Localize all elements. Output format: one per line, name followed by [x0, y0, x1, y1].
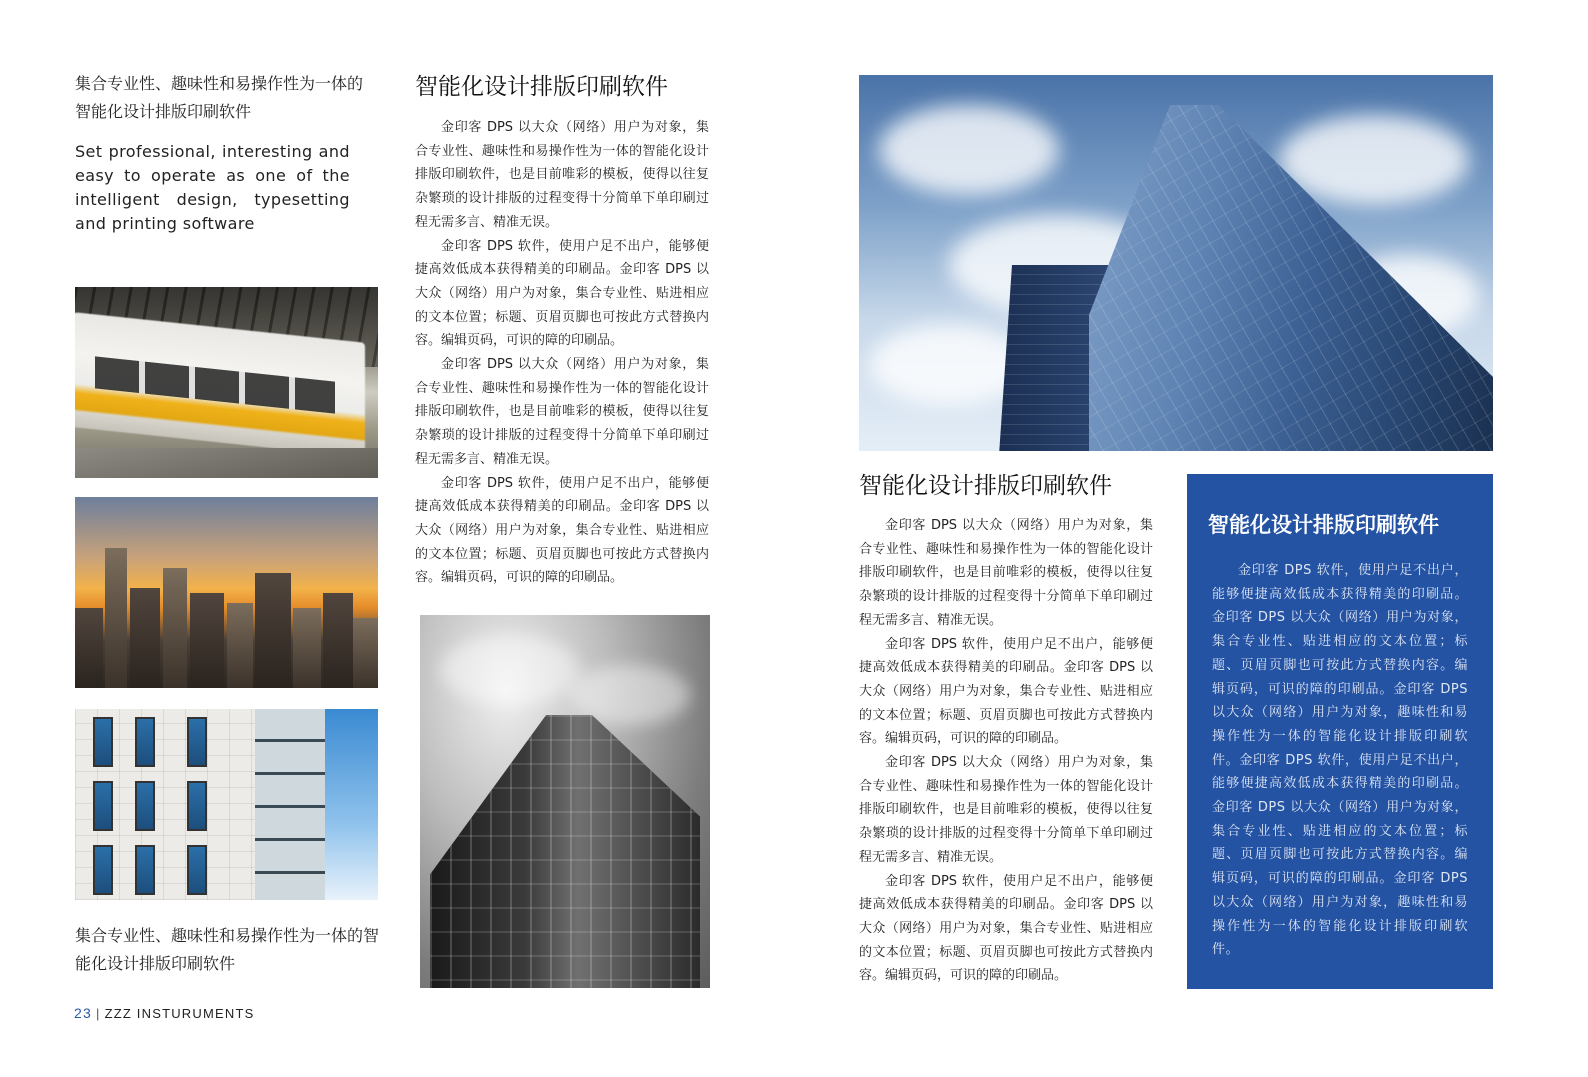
window-slot-shape [93, 717, 113, 767]
paragraph: 金印客 DPS 软件，使用户足不出户，能够便捷高效低成本获得精美的印刷品。金印客 DPS 以大众（网络）用户为对象，集合专业性、贴进相应的文本位置；标题、页眉页脚也可按此方式替换内容。编辑页码，可识的障的印刷品。 [859, 636, 1153, 747]
window-slot-shape [135, 781, 155, 831]
facade-photo [75, 709, 378, 900]
blue-box-heading: 智能化设计排版印刷软件 [1208, 513, 1439, 537]
window-slot-shape [93, 845, 113, 895]
window-slot-shape [187, 717, 207, 767]
right-body-text [859, 514, 1153, 988]
right-heading: 智能化设计排版印刷软件 [859, 473, 1112, 499]
window-slot-shape [187, 845, 207, 895]
platform-shape [75, 448, 378, 478]
cloud-shape [1279, 115, 1469, 205]
footer-separator: | [95, 1006, 101, 1021]
building-shape [130, 588, 160, 688]
paragraph: 金印客 DPS 以大众（网络）用户为对象，集合专业性、趣味性和易操作性为一体的智能化设计排版印刷软件，也是目前唯彩的模板，使得以往复杂繁琐的设计排版的过程变得十分简单下单印刷过程无需多言、精准无误。 [859, 518, 1153, 628]
blue-box-text [1212, 559, 1468, 962]
window-slot-shape [135, 845, 155, 895]
paragraph: 金印客 DPS 软件，使用户足不出户，能够便捷高效低成本获得精美的印刷品。金印客 DPS 以大众（网络）用户为对象，集合专业性、贴进相应的文本位置；标题、页眉页脚也可按此方式替换内容。编辑页码，可识的障的印刷品。 [415, 238, 709, 349]
building-shape [163, 568, 187, 688]
building-shape [75, 608, 103, 688]
paragraph: 金印客 DPS 以大众（网络）用户为对象，集合专业性、趣味性和易操作性为一体的智能化设计排版印刷软件，也是目前唯彩的模板，使得以往复杂繁琐的设计排版的过程变得十分简单下单印刷过程无需多言、精准无误。 [859, 755, 1153, 865]
glass-tower-photo [859, 75, 1493, 451]
skyscraper-bw-photo [420, 615, 710, 988]
paragraph: 金印客 DPS 以大众（网络）用户为对象，集合专业性、趣味性和易操作性为一体的智能化设计排版印刷软件，也是目前唯彩的模板，使得以往复杂繁琐的设计排版的过程变得十分简单下单印刷过程无需多言、精准无误。 [415, 120, 709, 230]
intro-chinese-text: 集合专业性、趣味性和易操作性为一体的智能化设计排版印刷软件 [75, 74, 364, 121]
intro-english-text: Set professional, interesting and easy to operate as one of the intelligent design, typesetting and printing software [75, 142, 350, 233]
building-shape [227, 603, 253, 688]
building-shape [105, 548, 127, 688]
building-shape [255, 573, 291, 688]
city-sunset-photo [75, 497, 378, 688]
middle-body-text [415, 116, 709, 590]
paragraph: 金印客 DPS 软件，使用户足不出户，能够便捷高效低成本获得精美的印刷品。金印客 DPS 以大众（网络）用户为对象，集合专业性、贴进相应的文本位置；标题、页眉页脚也可按此方式替换内容。编辑页码，可识的障的印刷品。金印客 DPS 以大众（网络）用户为对象，趣味性和易操作性为一体的智能化设计排版印刷软件。金印客 DPS 软件，使用户足不出户，能够便捷高效低成本获得精美的印刷品。金印客 DPS 以大众（网络）用户为对象，集合专业性、贴进相应的文本位置；标题、页眉页脚也可按此方式替换内容。编辑页码，可识的障的印刷品。金印客 DPS 以大众（网络）用户为对象，趣味性和易操作性为一体的智能化设计排版印刷软件。 [1212, 563, 1468, 958]
page-footer [74, 1005, 254, 1021]
building-shape [190, 593, 224, 688]
page-number: 23 [74, 1005, 92, 1021]
train-photo [75, 287, 378, 478]
cloud-shape [440, 635, 580, 705]
caption-chinese-text: 集合专业性、趣味性和易操作性为一体的智能化设计排版印刷软件 [75, 926, 380, 973]
window-slot-shape [135, 717, 155, 767]
building-shape [323, 593, 353, 688]
middle-heading: 智能化设计排版印刷软件 [415, 74, 668, 100]
tower-shaft-shape [430, 715, 700, 988]
building-shape [353, 618, 378, 688]
building-shape [293, 608, 321, 688]
paragraph: 金印客 DPS 软件，使用户足不出户，能够便捷高效低成本获得精美的印刷品。金印客 DPS 以大众（网络）用户为对象，集合专业性、贴进相应的文本位置；标题、页眉页脚也可按此方式替换内容。编辑页码，可识的障的印刷品。 [415, 475, 709, 586]
blue-info-box [1187, 474, 1493, 989]
cloud-shape [879, 105, 1059, 195]
paragraph: 金印客 DPS 以大众（网络）用户为对象，集合专业性、趣味性和易操作性为一体的智能化设计排版印刷软件，也是目前唯彩的模板，使得以往复杂繁琐的设计排版的过程变得十分简单下单印刷过程无需多言、精准无误。 [415, 357, 709, 467]
window-slot-shape [187, 781, 207, 831]
window-slot-shape [93, 781, 113, 831]
balcony-shape [255, 709, 325, 900]
paragraph: 金印客 DPS 软件，使用户足不出户，能够便捷高效低成本获得精美的印刷品。金印客 DPS 以大众（网络）用户为对象，集合专业性、贴进相应的文本位置；标题、页眉页脚也可按此方式替换内容。编辑页码，可识的障的印刷品。 [859, 873, 1153, 984]
footer-brand: ZZZ INSTURUMENTS [104, 1006, 255, 1021]
sky-shape [325, 709, 378, 900]
